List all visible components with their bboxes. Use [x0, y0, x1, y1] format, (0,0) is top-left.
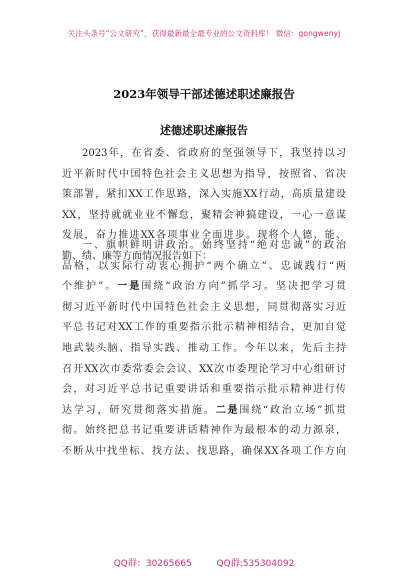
text-line: 品格，以实际行动衷心拥护“两个确立”、忠诚践行“两	[62, 260, 346, 272]
text-segment: 个维护”。	[62, 281, 118, 293]
text-line	[62, 401, 346, 422]
text-line: 彻习近平新时代中国特色社会主义思想，同贯彻落实习近	[62, 301, 346, 313]
text-line: 不断从中找坐标、找方法、找思路，确保XX各项工作方向	[62, 445, 346, 457]
text-line: 平总书记对XX工作的重要指示批示精神相结合，更加自觉	[62, 322, 346, 334]
text-line: 地武装头脑、指导实践、推动工作。今年以来，先后主持	[62, 342, 346, 354]
footer-qq-group-1: QQ群：30265665	[113, 559, 192, 569]
header-banner: 关注头条号“公文研究”，获得最新最全最专业的公文资料库！ 微信：gongwenyj	[67, 29, 341, 38]
text-line: 发展，奋力推进XX各项事业全面进步。现将个人德、能、	[62, 230, 346, 242]
text-segment: 围绕“政治方向”抓学习。坚决把学习贯	[141, 281, 346, 293]
emphasis-first: 一是	[117, 281, 142, 293]
footer-qq-group-2: QQ群:535304092	[216, 559, 295, 569]
text-line: 勤、绩、廉等方面情况报告如下：	[62, 250, 212, 262]
text-line: 近平新时代中国特色社会主义思想为指导，按照省、省决	[62, 168, 346, 180]
footer-contact	[0, 556, 408, 569]
text-line: 会，对习近平总书记重要讲话和重要指示批示精神进行传	[62, 384, 346, 396]
text-line: 一、旗帜鲜明讲政治。始终坚持“绝对忠诚”的政治	[82, 240, 346, 251]
text-segment: 围绕“政治立场”抓贯	[239, 404, 347, 416]
text-line	[62, 277, 346, 298]
document-subtitle: 述德述职述廉报告	[160, 124, 248, 137]
text-line: XX，坚持就就业业不懈怠，聚精会神搞建设，一心一意谋	[62, 209, 346, 221]
paragraph-politics	[62, 236, 346, 463]
emphasis-second: 二是	[215, 404, 240, 416]
text-line: 策部署，紧扣XX工作思路，深入实施XX行动，高质量建设	[62, 189, 346, 201]
document-title: 2023年领导干部述德述职述廉报告	[113, 87, 295, 101]
text-line: 召开XX次市委常委会会议、XX次市委理论学习中心组研讨	[62, 363, 346, 375]
text-segment: 达学习，研究贯彻落实措施。	[62, 404, 216, 416]
text-line: 2023年，在省委、省政府的坚强领导下，我坚持以习	[82, 148, 346, 159]
text-line: 彻。始终把总书记重要讲话精神作为最根本的动力源泉，	[62, 425, 346, 437]
